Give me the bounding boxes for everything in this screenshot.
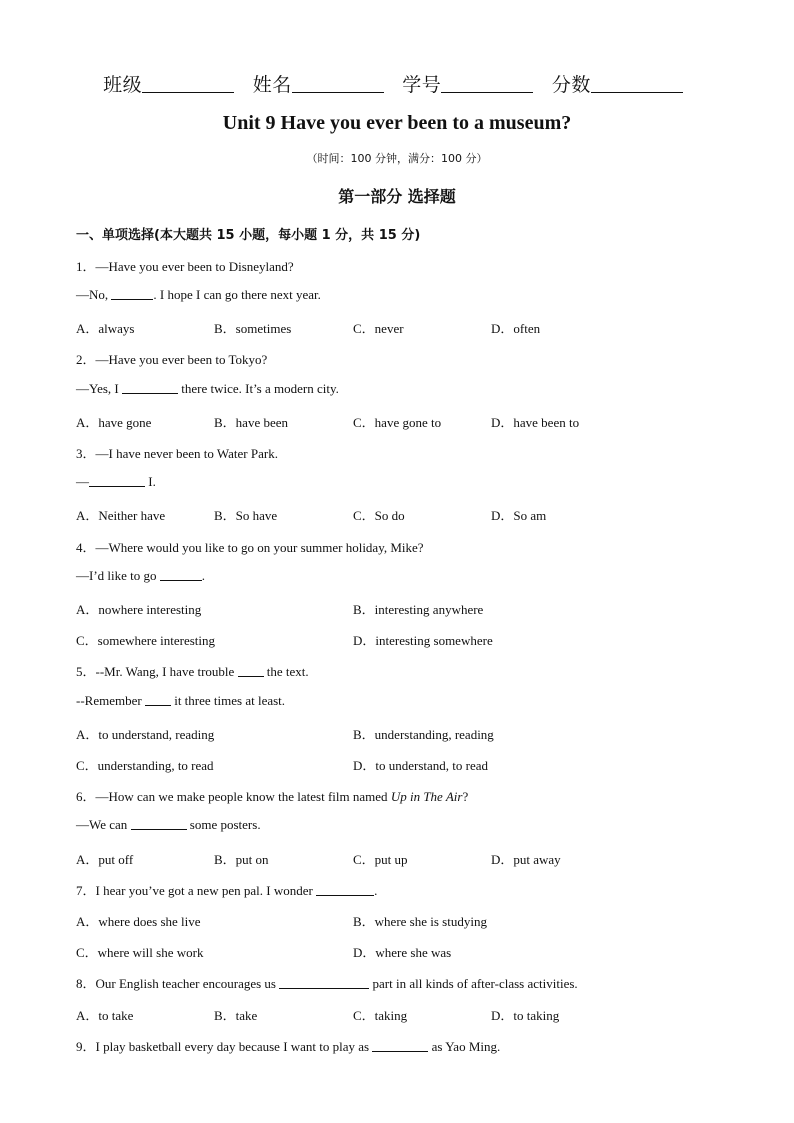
question-2-stem: 2．—Have you ever been to Tokyo?	[76, 352, 268, 367]
question-5-response: --Remember it three times at least.	[76, 693, 286, 708]
answer-blank	[160, 568, 202, 581]
question-3-option-d[interactable]: D．So am	[491, 508, 547, 523]
question-4-option-d[interactable]: D．interesting somewhere	[353, 633, 493, 648]
question-4-option-a[interactable]: A．nowhere interesting	[76, 602, 202, 617]
question-1-stem: 1．—Have you ever been to Disneyland?	[76, 259, 294, 274]
question-3-stem: 3．—I have never been to Water Park.	[76, 446, 278, 461]
question-6-stem: 6．—How can we make people know the latest film named Up in The Air?	[76, 789, 469, 804]
question-1-option-a[interactable]: A．always	[76, 321, 135, 336]
answer-blank	[89, 474, 145, 487]
student-id-label: 学号	[402, 74, 442, 96]
question-1-option-c[interactable]: C．never	[353, 321, 404, 336]
question-2-response: —Yes, I there twice. It’s a modern city.	[76, 381, 339, 396]
class-field[interactable]	[142, 74, 234, 93]
question-5-option-b[interactable]: B．understanding, reading	[353, 727, 494, 742]
question-6-option-c[interactable]: C．put up	[353, 852, 408, 867]
question-1-response: —No, . I hope I can go there next year.	[76, 287, 321, 302]
question-7-option-a[interactable]: A．where does she live	[76, 914, 201, 929]
answer-blank	[279, 976, 369, 989]
question-4-option-b[interactable]: B．interesting anywhere	[353, 602, 484, 617]
question-4-stem: 4．—Where would you like to go on your summer holiday, Mike?	[76, 540, 424, 555]
question-7-option-c[interactable]: C．where will she work	[76, 945, 204, 960]
question-6-option-b[interactable]: B．put on	[214, 852, 269, 867]
question-8-option-a[interactable]: A．to take	[76, 1008, 134, 1023]
question-2-option-a[interactable]: A．have gone	[76, 415, 152, 430]
question-7-option-d[interactable]: D．where she was	[353, 945, 452, 960]
question-2-option-c[interactable]: C．have gone to	[353, 415, 442, 430]
score-field[interactable]	[591, 74, 683, 93]
question-3-option-a[interactable]: A．Neither have	[76, 508, 166, 523]
answer-blank	[111, 287, 153, 300]
question-8-option-d[interactable]: D．to taking	[491, 1008, 560, 1023]
question-6-option-d[interactable]: D．put away	[491, 852, 561, 867]
question-4-response: —I’d like to go .	[76, 568, 206, 583]
part-title: 第一部分 选择题	[338, 187, 456, 206]
answer-blank	[122, 381, 178, 394]
question-3-response: — I.	[76, 474, 156, 489]
question-5-option-c[interactable]: C．understanding, to read	[76, 758, 214, 773]
question-8-option-c[interactable]: C．taking	[353, 1008, 408, 1023]
question-8-stem: 8．Our English teacher encourages us part in all kinds of after-class activities.	[76, 976, 578, 991]
question-6-response: —We can some posters.	[76, 817, 261, 832]
student-info-header	[0, 70, 794, 97]
question-1-option-b[interactable]: B．sometimes	[214, 321, 292, 336]
question-5-option-d[interactable]: D．to understand, to read	[353, 758, 489, 773]
film-title: Up in The Air	[390, 789, 463, 804]
answer-blank	[238, 664, 264, 677]
question-2-option-d[interactable]: D．have been to	[491, 415, 580, 430]
page-title: Unit 9 Have you ever been to a museum?	[222, 112, 572, 134]
question-8-option-b[interactable]: B．take	[214, 1008, 258, 1023]
question-3-option-b[interactable]: B．So have	[214, 508, 278, 523]
section-title: 一、单项选择(本大题共 15 小题，每小题 1 分，共 15 分)	[76, 228, 421, 243]
answer-blank	[145, 693, 171, 706]
name-label: 姓名	[252, 74, 292, 96]
question-7-option-b[interactable]: B．where she is studying	[353, 914, 487, 929]
question-4-option-c[interactable]: C．somewhere interesting	[76, 633, 215, 648]
question-2-option-b[interactable]: B．have been	[214, 415, 289, 430]
score-label: 分数	[551, 74, 591, 96]
student-id-field[interactable]	[441, 74, 533, 93]
question-7-stem: 7．I hear you’ve got a new pen pal. I wonder .	[76, 883, 378, 898]
question-1-option-d[interactable]: D．often	[491, 321, 541, 336]
class-label: 班级	[103, 74, 143, 96]
name-field[interactable]	[292, 74, 384, 93]
answer-blank	[131, 817, 187, 830]
question-3-option-c[interactable]: C．So do	[353, 508, 405, 523]
exam-info: （时间：100 分钟，满分：100 分）	[306, 152, 488, 165]
answer-blank	[372, 1039, 428, 1052]
question-6-option-a[interactable]: A．put off	[76, 852, 134, 867]
answer-blank	[316, 883, 374, 896]
question-5-option-a[interactable]: A．to understand, reading	[76, 727, 215, 742]
question-9-stem: 9．I play basketball every day because I want to play as as Yao Ming.	[76, 1039, 501, 1054]
question-5-stem: 5．--Mr. Wang, I have trouble the text.	[76, 664, 309, 679]
